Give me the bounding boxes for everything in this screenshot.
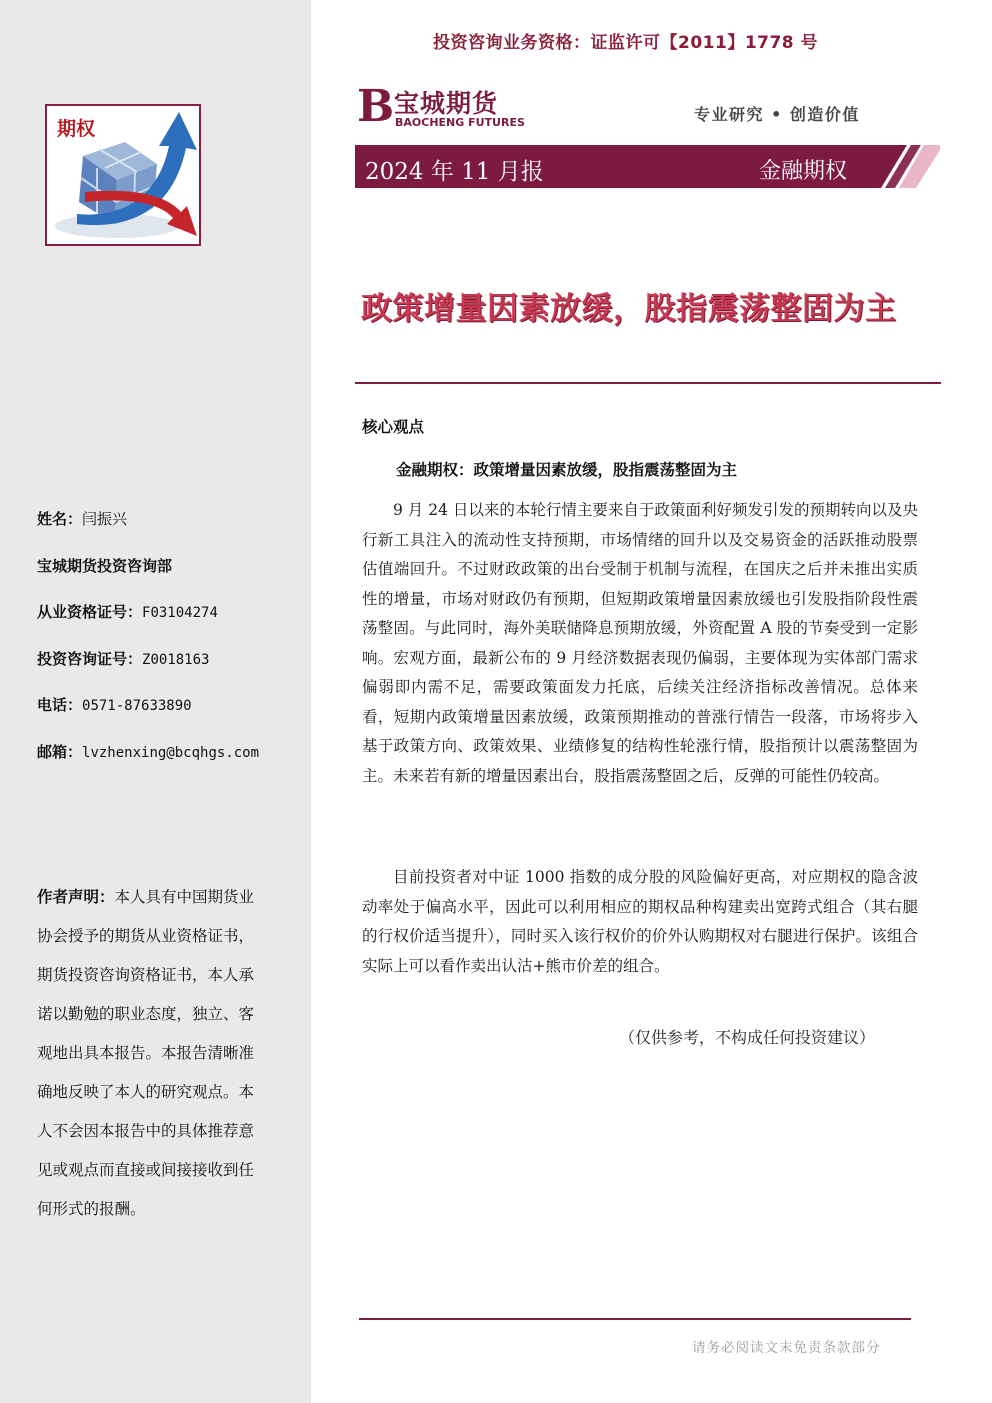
report-category: 金融期权 (759, 159, 848, 184)
headline-divider (355, 382, 941, 384)
footer-divider (359, 1318, 911, 1320)
author-phone-label: 电话： (37, 696, 83, 715)
author-name-label: 姓名： (37, 510, 83, 528)
core-view-title: 核心观点 (362, 418, 425, 436)
advice-disclaimer: （仅供参考，不构成任何投资建议） (619, 1028, 876, 1047)
author-name: 闫振兴 (82, 510, 128, 528)
license-line: 投资咨询业务资格：证监许可【2011】1778 号 (433, 33, 819, 53)
core-view-subhead: 金融期权：政策增量因素放缓，股指震荡整固为主 (396, 461, 738, 479)
author-declaration (37, 878, 269, 1229)
author-dept-line (37, 552, 297, 599)
declaration-text: 本人具有中国期货业协会授予的期货从业资格证书，期货投资咨询资格证书，本人承诺以勤勉的职业态度，独立、客观地出具本报告。本报告清晰准确地反映了本人的研究观点。本人不会因本报告中的具体推荐意见或观点而直接或间接接收到任何形式的报酬。 (37, 888, 255, 1218)
body-paragraph-1: 9 月 24 日以来的本轮行情主要来自于政策面利好频发引发的预期转向以及央行新工具注入的流动性支持预期，市场情绪的回升以及交易资金的活跃推动股票估值端回升。不过财政政策的出台受制于机制与流程，在国庆之后并未推出实质性的增量，市场对财政仍有预期，但短期政策增量因素放缓也引发股指阶段性震荡整固。与此同时，海外美联储降息预期放缓，外资配置 A 股的节奏受到一定影响。宏观方面，最新公布的 9 月经济数据表现仍偏弱，主要体现为实体部门需求偏弱即内需不足，需要政策面发力托底，后续关注经济指标改善情况。总体来看，短期内政策增量因素放缓，政策预期推动的普涨行情告一段落，市场将步入基于政策方向、政策效果、业绩修复的结构性轮涨行情，股指预计以震荡整固为主。未来若有新的增量因素出台，股指震荡整固之后，反弹的可能性仍较高。 (362, 501, 918, 785)
author-cert: F03104274 (142, 605, 218, 622)
author-dept: 宝城期货投资咨询部 (37, 556, 173, 575)
author-cert-label: 从业资格证号： (37, 603, 143, 622)
footer-note: 请务必阅读文末免责条款部分 (692, 1340, 881, 1356)
company-logo (357, 81, 537, 132)
report-banner (355, 145, 940, 188)
report-headline: 政策增量因素放缓，股指震荡整固为主 (361, 291, 897, 327)
cover-label: 期权 (57, 118, 96, 140)
slogan: 专业研究 • 创造价值 (694, 105, 860, 124)
declaration-label: 作者声明： (37, 888, 115, 906)
author-advisory-line (37, 645, 297, 692)
author-email-label: 邮箱： (37, 742, 83, 761)
author-phone-line (37, 691, 297, 738)
logo-mark: B (357, 81, 395, 132)
logo-name-cn: 宝城期货 (394, 89, 499, 118)
author-advisory-label: 投资咨询证号： (37, 649, 143, 668)
author-email[interactable]: lvzhenxing@bcqhgs.com (82, 744, 260, 761)
body-paragraph-2: 目前投资者对中证 1000 指数的成分股的风险偏好更高，对应期权的隐含波动率处于偏高水平，因此可以利用相应的期权品种构建卖出宽跨式组合（其右腿的行权价适当提升），同时买入该行权价的价外认购期权对右腿进行保护。该组合实际上可以看作卖出认沽+熊市价差的组合。 (362, 868, 918, 975)
author-cert-line (37, 598, 297, 645)
author-info (37, 505, 297, 785)
author-phone: 0571-87633890 (82, 698, 192, 715)
sidebar (0, 0, 311, 1403)
author-advisory: Z0018163 (142, 651, 210, 668)
author-name-line (37, 505, 297, 552)
report-period: 2024 年 11 月报 (365, 159, 544, 185)
author-email-line (37, 738, 297, 785)
cover-image (45, 104, 201, 246)
logo-name-en: BAOCHENG FUTURES (395, 116, 525, 129)
